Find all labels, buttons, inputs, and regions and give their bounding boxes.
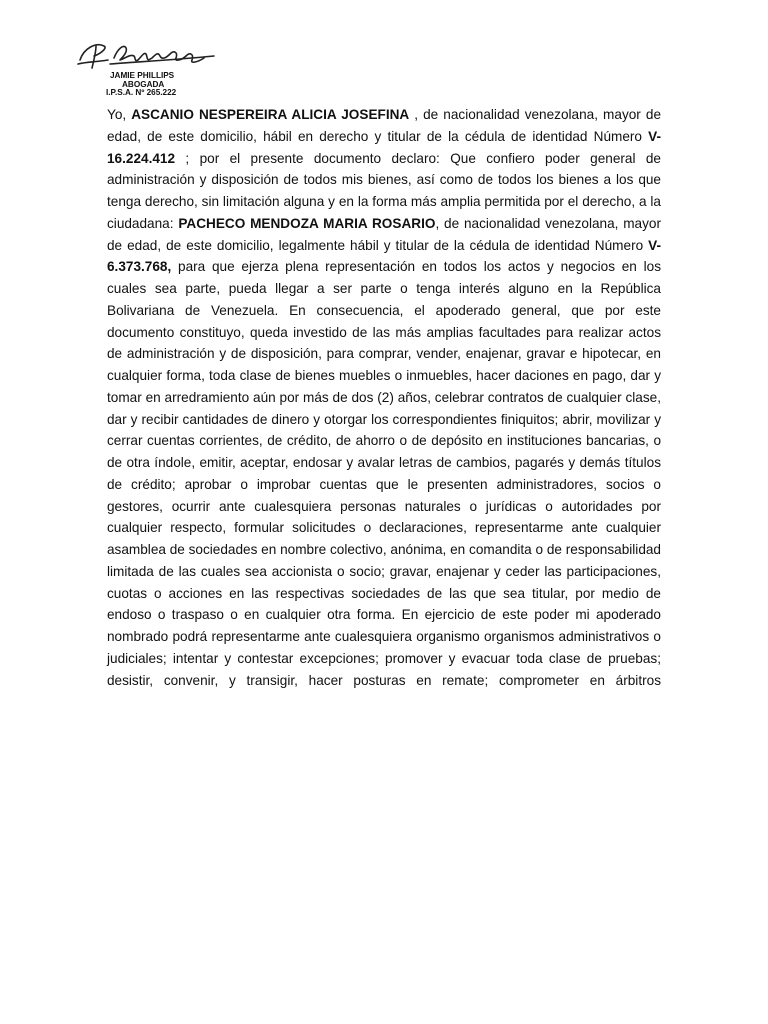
bold-text-segment: V-6.373.768, bbox=[107, 237, 661, 275]
text-segment: , de nacionalidad venezolana, mayor de edad, de este domicilio, legalmente hábil y titular de la cédula de identidad Número bbox=[107, 215, 661, 253]
bold-text-segment: PACHECO MENDOZA MARIA ROSARIO bbox=[178, 215, 436, 231]
lawyer-name: JAMIE PHILLIPS bbox=[110, 71, 175, 80]
text-segment: Yo, bbox=[107, 107, 132, 122]
handwritten-signature bbox=[74, 38, 224, 72]
document-body bbox=[107, 104, 661, 691]
text-segment: , de nacionalidad venezolana, mayor de edad, de este domicilio, hábil en derecho y titular de la cédula de identidad Número bbox=[107, 107, 661, 144]
lawyer-registration: I.P.S.A. Nº 265.222 bbox=[106, 88, 177, 98]
bold-text-segment: ASCANIO NESPEREIRA ALICIA JOSEFINA bbox=[131, 107, 410, 122]
lawyer-title: ABOGADA bbox=[122, 79, 165, 89]
text-segment: para que ejerza plena representación en todos los actos y negocios en los cuales sea parte, pueda llegar a ser parte o tenga interés alguno en la República Bolivariana de Venezuela. En consecuencia, el apoderado general, que por este documento constituyo, queda investido de las más amplias facultades para realizar actos de administración y de disposición, para comprar, vender, enajenar, gravar e hipotecar, en cualquier forma, toda clase de bienes muebles o inmuebles, hacer daciones en pago, dar y tomar en arredramiento aún por más de dos (2) años, celebrar contratos de cualquier clase, dar y recibir cantidades de dinero y otorgar los correspondientes finiquitos; abrir, movilizar y cerrar cuentas corrientes, de crédito, de ahorro o de depósito en instituciones bancarias, o de otra índole, emitir, aceptar, endosar y avalar letras de cambios, pagarés y demás títulos de crédito; aprobar o improbar cuentas que le presenten administradores, socios o gestores, ocurrir ante cualesquiera personas naturales o jurídicas o autoridades por cualquier respecto, formular solicitudes o declaraciones, representarme ante cualquier asamblea de sociedades en nombre colectivo, anónima, en comandita o de responsabilidad limitada de las cuales sea accionista o socio; gravar, enajenar y ceder las participaciones, cuotas o acciones en las respectivas sociedades de las que sea titular, por medio de endoso o traspaso o en cualquier otra forma. En ejercicio de este poder mi apoderado nombrado podrá representarme ante cualesquiera organismo organismos administrativos o judiciales; intentar y contestar excepciones; promover y evacuar toda clase de pruebas; desistir, convenir, y transigir, hacer posturas en remate; comprometer en árbitros bbox=[107, 259, 661, 688]
bold-text-segment: V-16.224.412 bbox=[107, 128, 661, 166]
letterhead bbox=[104, 72, 190, 98]
text-segment: ; por el presente documento declaro: Que confiero poder general de administración y disposición de todos mis bienes, así como de todos los bienes a los que tenga derecho, sin limitación alguna y en la forma más amplia permitida por el derecho, a la ciudadana: bbox=[107, 150, 661, 231]
